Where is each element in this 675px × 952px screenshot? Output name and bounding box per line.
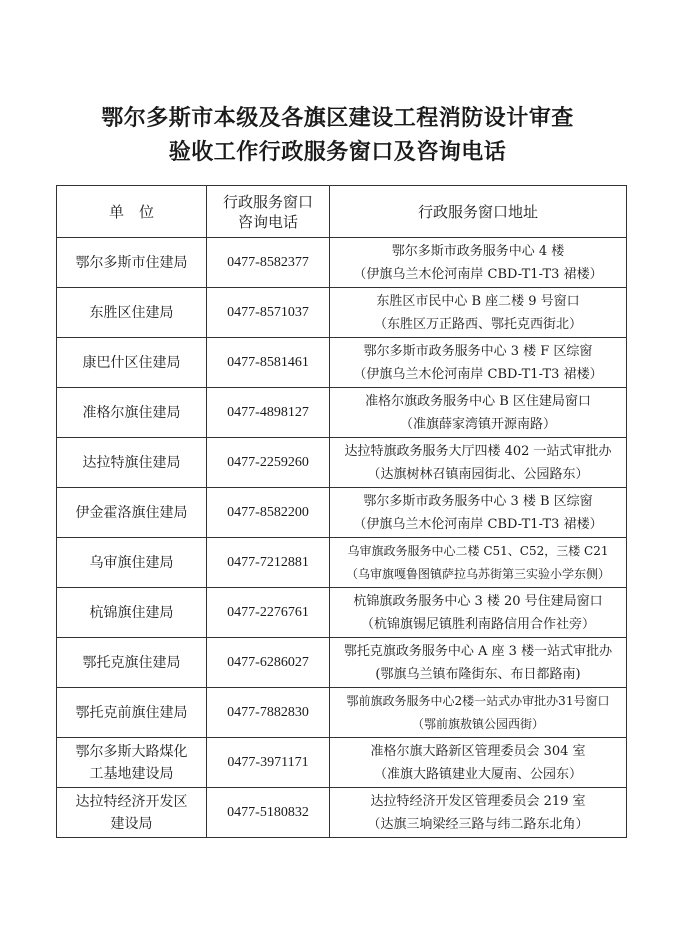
address-line1: 鄂尔多斯市政务服务中心 3 楼 B 区综窗 (363, 493, 593, 509)
header-phone-line1: 行政服务窗口 (222, 192, 313, 211)
unit-cell: 达拉特旗住建局 (57, 438, 207, 488)
unit-cell (57, 738, 207, 788)
address-line1: 鄂尔多斯市政务服务中心 4 楼 (391, 243, 565, 259)
address-cell (330, 588, 627, 638)
address-line2: （东胜区万正路西、鄂托克西街北） (373, 316, 582, 332)
address-line1: 达拉特经济开发区管理委员会 219 室 (370, 793, 586, 809)
phone-cell: 0477-5180832 (207, 788, 330, 838)
address-cell (330, 738, 627, 788)
header-unit: 单 位 (57, 186, 207, 238)
phone-cell: 0477-8581461 (207, 338, 330, 388)
unit-cell: 准格尔旗住建局 (57, 388, 207, 438)
table-row (57, 338, 627, 388)
address-line2: （准旗薛家湾镇开源南路） (399, 416, 556, 432)
table-row (57, 488, 627, 538)
address-line1: 鄂尔多斯市政务服务中心 3 楼 F 区综窗 (363, 343, 593, 359)
address-line1: 准格尔旗大路新区管理委员会 304 室 (370, 743, 586, 759)
unit-cell: 东胜区住建局 (57, 288, 207, 338)
contact-table (56, 185, 627, 838)
unit-cell: 杭锦旗住建局 (57, 588, 207, 638)
phone-cell: 0477-8582377 (207, 238, 330, 288)
header-phone-line2: 咨询电话 (237, 212, 298, 231)
table-row (57, 288, 627, 338)
unit-cell (57, 788, 207, 838)
document-title-line1: 鄂尔多斯市本级及各旗区建设工程消防设计审查 (101, 105, 574, 131)
address-cell (330, 238, 627, 288)
header-phone (207, 186, 330, 238)
address-line2: （鄂前旗敖镇公园西街） (411, 716, 544, 731)
address-line1: 准格尔旗政务服务中心 B 区住建局窗口 (365, 393, 591, 409)
address-line2: （伊旗乌兰木伦河南岸 CBD-T1-T3 裙楼） (353, 516, 603, 532)
address-line1: 东胜区市民中心 B 座二楼 9 号窗口 (376, 293, 580, 309)
address-cell (330, 688, 627, 738)
address-line2: （伊旗乌兰木伦河南岸 CBD-T1-T3 裙楼） (353, 266, 603, 282)
phone-cell: 0477-7212881 (207, 538, 330, 588)
phone-cell: 0477-2276761 (207, 588, 330, 638)
address-cell (330, 288, 627, 338)
phone-cell: 0477-8582200 (207, 488, 330, 538)
table-row (57, 638, 627, 688)
address-line1: 乌审旗政务服务中心二楼 C51、C52，三楼 C21 (347, 543, 609, 558)
address-cell (330, 638, 627, 688)
phone-cell: 0477-3971171 (207, 738, 330, 788)
address-line2: （准旗大路镇建业大厦南、公园东） (373, 766, 582, 782)
address-line1: 达拉特旗政务服务大厅四楼 402 一站式审批办 (344, 443, 612, 459)
unit-line1: 鄂尔多斯大路煤化 (75, 743, 188, 760)
address-line2: （达旗三垧梁经三路与纬二路东北角） (367, 816, 589, 832)
table-row (57, 438, 627, 488)
phone-cell: 0477-6286027 (207, 638, 330, 688)
phone-cell: 0477-7882830 (207, 688, 330, 738)
table-row (57, 788, 627, 838)
address-cell (330, 538, 627, 588)
address-cell (330, 338, 627, 388)
unit-cell: 康巴什区住建局 (57, 338, 207, 388)
address-line2: （达旗树林召镇南园街北、公园路东） (367, 466, 589, 482)
address-cell (330, 388, 627, 438)
phone-cell: 0477-4898127 (207, 388, 330, 438)
unit-cell: 鄂尔多斯市住建局 (57, 238, 207, 288)
address-line1: 鄂托克旗政务服务中心 A 座 3 楼一站式审批办 (343, 643, 613, 659)
table-row (57, 588, 627, 638)
unit-cell: 伊金霍洛旗住建局 (57, 488, 207, 538)
address-line2: （乌审旗嘎鲁图镇萨拉乌苏街第三实验小学东侧） (345, 566, 610, 581)
unit-cell: 鄂托克旗住建局 (57, 638, 207, 688)
phone-cell: 0477-8571037 (207, 288, 330, 338)
table-row (57, 738, 627, 788)
unit-line1: 达拉特经济开发区 (75, 793, 188, 810)
address-cell (330, 788, 627, 838)
address-line2: （杭锦旗锡尼镇胜利南路信用合作社旁） (360, 616, 595, 632)
table-row (57, 388, 627, 438)
address-line1: 鄂前旗政务服务中心2楼一站式办审批办31号窗口 (346, 693, 610, 708)
table-header-row (57, 186, 627, 238)
address-line2: (鄂旗乌兰镇布隆街东、布日都路南) (375, 666, 581, 682)
unit-line2: 建设局 (110, 815, 153, 832)
address-line1: 杭锦旗政务服务中心 3 楼 20 号住建局窗口 (353, 593, 603, 609)
table-row (57, 538, 627, 588)
unit-cell: 乌审旗住建局 (57, 538, 207, 588)
unit-cell: 鄂托克前旗住建局 (57, 688, 207, 738)
unit-line2: 工基地建设局 (89, 765, 174, 782)
address-cell (330, 488, 627, 538)
document-title-line2: 验收工作行政服务窗口及咨询电话 (168, 139, 507, 165)
table-row (57, 238, 627, 288)
table-row (57, 688, 627, 738)
header-address: 行政服务窗口地址 (330, 186, 627, 238)
phone-cell: 0477-2259260 (207, 438, 330, 488)
address-line2: （伊旗乌兰木伦河南岸 CBD-T1-T3 裙楼） (353, 366, 603, 382)
address-cell (330, 438, 627, 488)
